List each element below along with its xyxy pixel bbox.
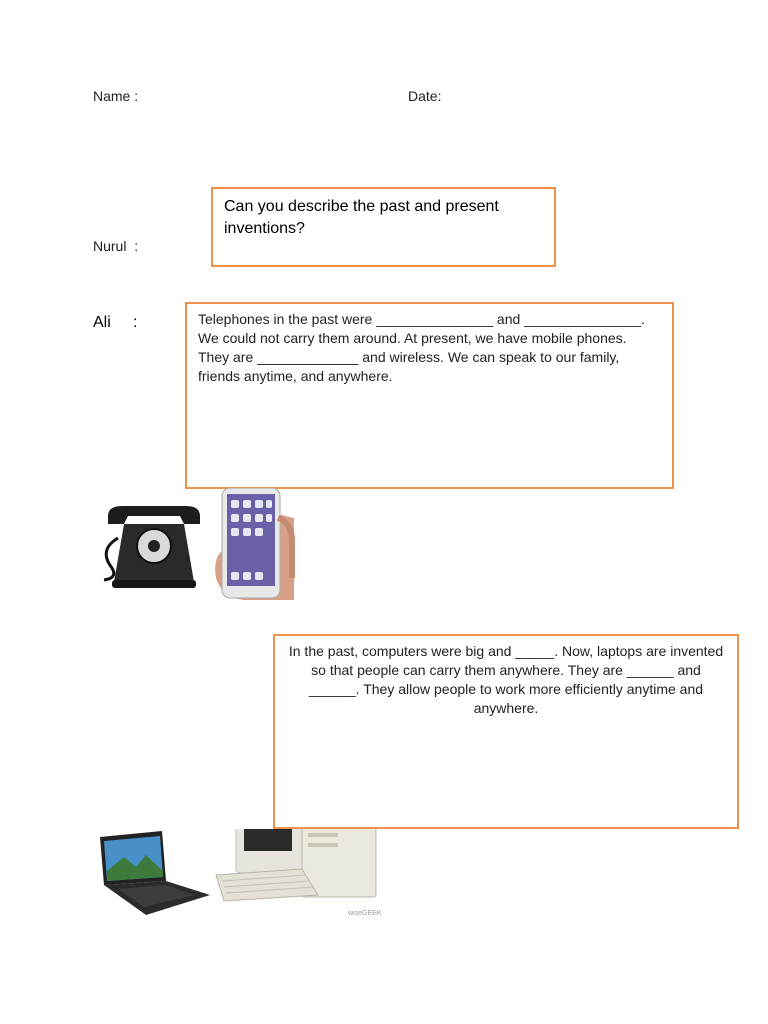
question-box xyxy=(211,187,556,267)
ali-label: Ali : xyxy=(93,314,138,331)
telephones-image xyxy=(94,488,296,601)
desktop-computer-icon xyxy=(212,829,376,901)
computer-answer-box xyxy=(273,634,739,829)
name-label: Name : xyxy=(93,88,139,104)
laptop-icon xyxy=(100,831,210,915)
computer-answer-text: In the past, computers were big and _____. Now, laptops are invented so that people can carry them anywhere. They are ______ and ______. They allow people to work more efficiently anytime and anywhere. xyxy=(288,643,724,716)
computer-watermark: wiseGEEK xyxy=(348,910,382,917)
telephone-answer-box xyxy=(185,302,674,489)
date-label: Date: xyxy=(408,88,442,104)
nurul-label: Nurul : xyxy=(93,238,139,254)
telephone-answer-text: Telephones in the past were _______________ and _______________. We could not carry them around. At present, we have mobile phones. They are _____________ and wireless. We can speak to our family, friends anytime, and anywhere. xyxy=(198,311,645,384)
computers-image xyxy=(94,829,386,919)
question-text: Can you describe the past and present inventions? xyxy=(224,198,499,237)
rotary-phone-icon xyxy=(104,506,200,588)
smartphone-in-hand-icon xyxy=(215,488,294,600)
